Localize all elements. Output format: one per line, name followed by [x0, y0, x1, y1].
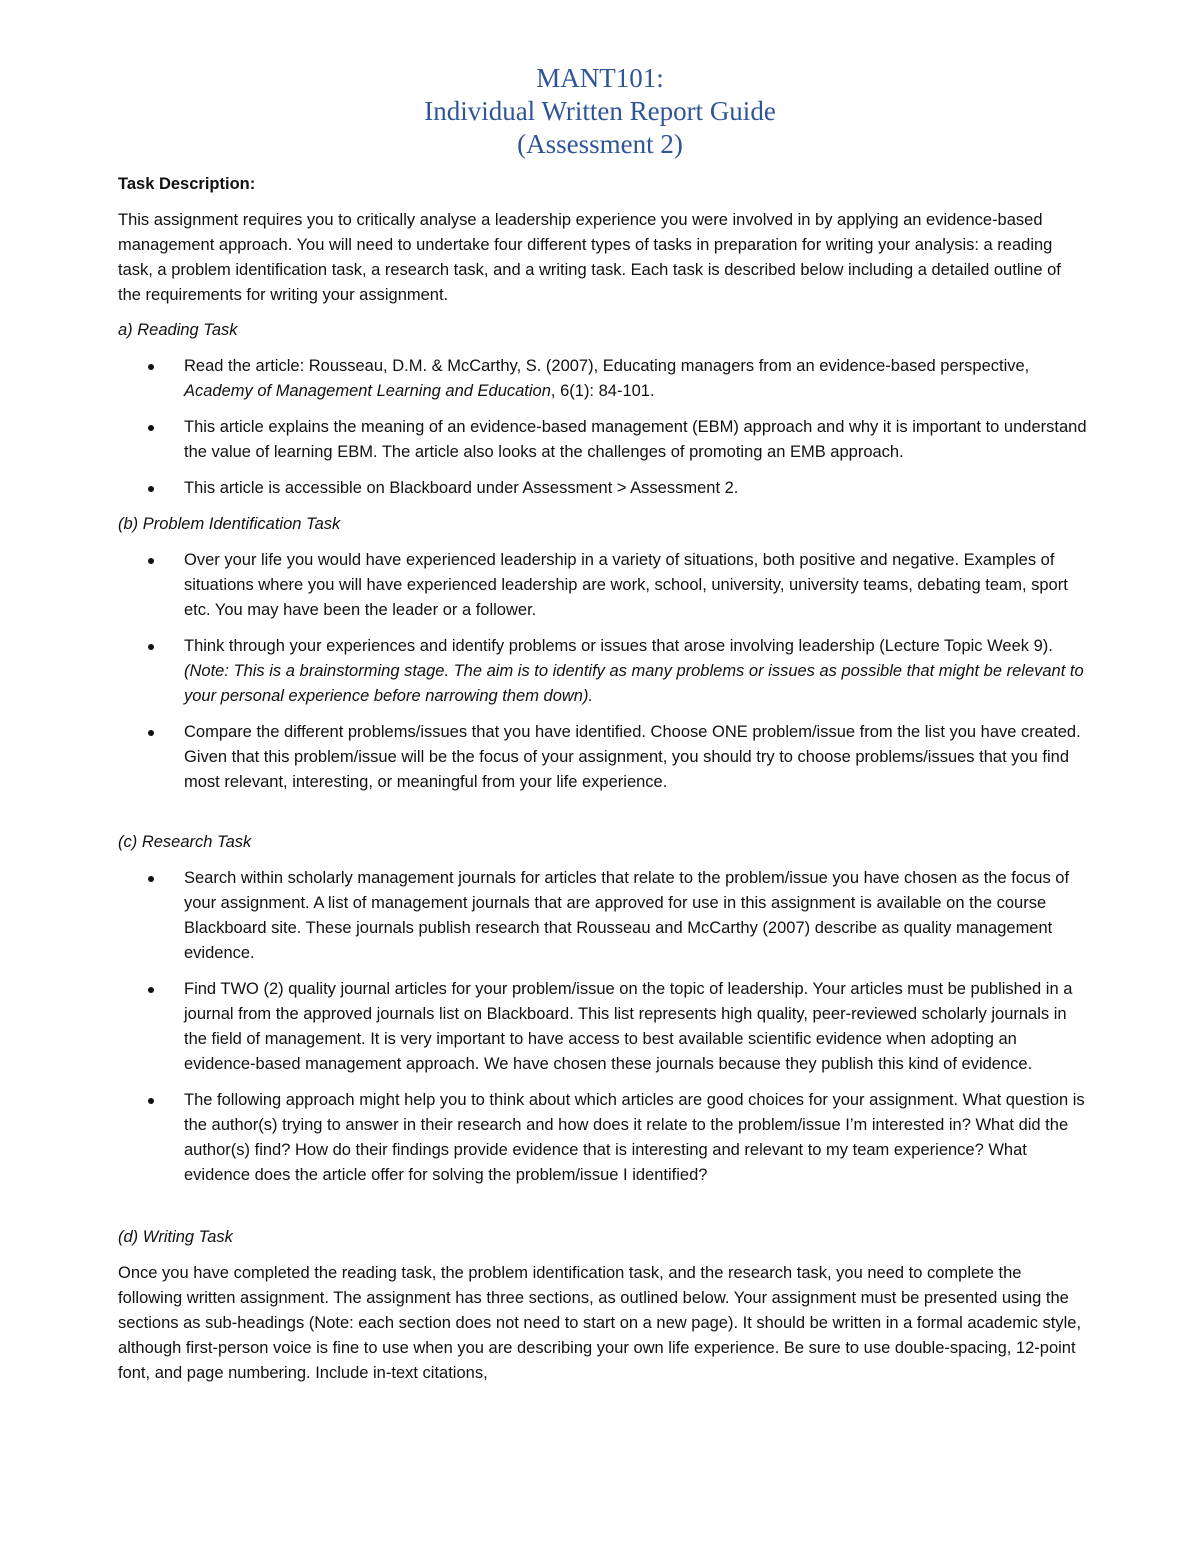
section-spacer: [118, 806, 1088, 830]
research-bullet-1-text: Search within scholarly management journals for articles that relate to the problem/issue you have chosen as the focus of your assignment. A list of management journals that are approved for use in this assignment is available on the course Blackboard site. These journals publish research that Rousseau and McCarthy (2007) describe as quality management evidence.: [184, 869, 1070, 962]
list-item: [118, 354, 1088, 404]
problem-task-list: [118, 548, 1088, 795]
reading-task-heading: a) Reading Task: [118, 321, 238, 339]
bullet-icon: [148, 425, 154, 431]
title-guide-name: Individual Written Report Guide: [424, 96, 776, 126]
bullet-icon: [148, 486, 154, 492]
writing-task-heading: (d) Writing Task: [118, 1228, 233, 1246]
list-item: [118, 634, 1088, 709]
reading-task-list: [118, 354, 1088, 501]
list-item: [118, 977, 1088, 1077]
bullet-icon: [148, 730, 154, 736]
reading-bullet-2-text: This article explains the meaning of an evidence-based management (EBM) approach and why it is important to understand the value of learning EBM. The article also looks at the challenges of promoting an EMB approach.: [184, 418, 1087, 461]
reading-bullet-1-text: Read the article: Rousseau, D.M. & McCarthy, S. (2007), Educating managers from an evidence-based perspective,: [184, 357, 1030, 375]
document-title: [0, 62, 1200, 161]
section-spacer: [118, 1199, 1088, 1225]
document-body: [118, 172, 1088, 1396]
problem-bullet-3-text: Compare the different problems/issues that you have identified. Choose ONE problem/issue from the list you have created. Given that this problem/issue will be the focus of your assignment, you should try to choose problems/issues that you find most relevant, interesting, or meaningful from your life experience.: [184, 723, 1081, 791]
bullet-icon: [148, 1098, 154, 1104]
bullet-icon: [148, 876, 154, 882]
problem-bullet-2-text: Think through your experiences and identify problems or issues that arose involving leadership (Lecture Topic Week 9).: [184, 637, 1053, 655]
research-bullet-3-text: The following approach might help you to think about which articles are good choices for your assignment. What question is the author(s) trying to answer in their research and how does it relate to the problem/issue I’m interested in? What did the author(s) find? How do their findings provide evidence that is interesting and relevant to my team experience? What evidence does the article offer for solving the problem/issue I identified?: [184, 1091, 1085, 1184]
writing-task-paragraph: Once you have completed the reading task, the problem identification task, and the research task, you need to complete the following written assignment. The assignment has three sections, as outlined below. Your assignment must be presented using the sections as sub-headings (Note: each section does not need to start on a new page). It should be written in a formal academic style, although first-person voice is fine to use when you are describing your own life experience. Be sure to use double-spacing, 12-point font, and page numbering. Include in-text citations,: [118, 1264, 1082, 1382]
bullet-icon: [148, 644, 154, 650]
research-task-list: [118, 866, 1088, 1188]
title-course-code: MANT101:: [536, 63, 664, 93]
journal-title: Academy of Management Learning and Education: [184, 382, 551, 400]
bullet-icon: [148, 364, 154, 370]
list-item: [118, 720, 1088, 795]
task-description-heading: Task Description:: [118, 175, 256, 193]
list-item: [118, 415, 1088, 465]
problem-bullet-1-text: Over your life you would have experienced leadership in a variety of situations, both positive and negative. Examples of situations where you will have experienced leadership are work, school, university, university teams, debating team, sport etc. You may have been the leader or a follower.: [184, 551, 1068, 619]
bullet-icon: [148, 987, 154, 993]
reading-bullet-1-citation: , 6(1): 84-101.: [550, 382, 655, 400]
list-item: [118, 1088, 1088, 1188]
list-item: [118, 476, 1088, 501]
bullet-icon: [148, 558, 154, 564]
title-assessment: (Assessment 2): [517, 129, 683, 159]
list-item: [118, 866, 1088, 966]
problem-bullet-2-note: (Note: This is a brainstorming stage. The aim is to identify as many problems or issues as possible that might be relevant to your personal experience before narrowing them down).: [184, 662, 1084, 705]
research-task-heading: (c) Research Task: [118, 833, 252, 851]
reading-bullet-3-text: This article is accessible on Blackboard under Assessment > Assessment 2.: [184, 479, 739, 497]
research-bullet-2-text: Find TWO (2) quality journal articles for your problem/issue on the topic of leadership. Your articles must be published in a journal from the approved journals list on Blackboard. This list represents high quality, peer-reviewed scholarly journals in the field of management. It is very important to have access to best available scientific evidence when adopting an evidence-based management approach. We have chosen these journals because they publish this kind of evidence.: [184, 980, 1073, 1073]
problem-task-heading: (b) Problem Identification Task: [118, 515, 341, 533]
list-item: [118, 548, 1088, 623]
intro-paragraph: This assignment requires you to critically analyse a leadership experience you were involved in by applying an evidence-based management approach. You will need to undertake four different types of tasks in preparation for writing your analysis: a reading task, a problem identification task, a research task, and a writing task. Each task is described below including a detailed outline of the requirements for writing your assignment.: [118, 211, 1061, 304]
